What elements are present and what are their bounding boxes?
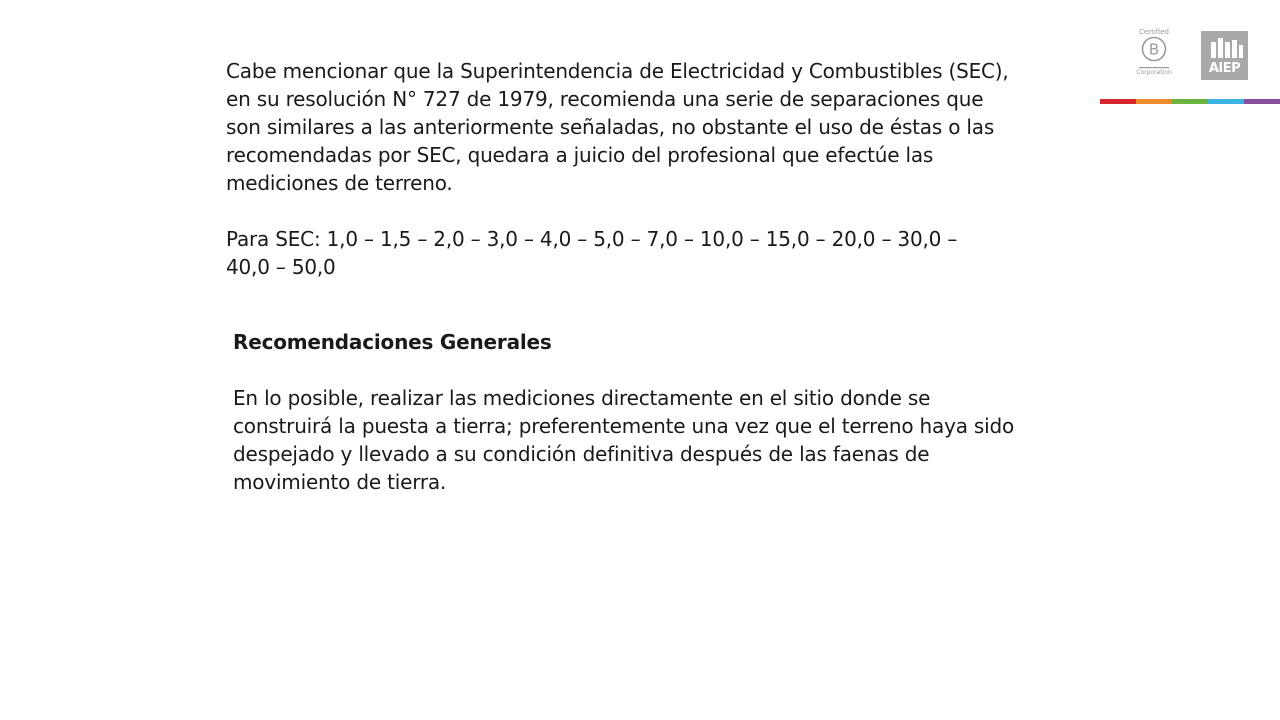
color-bar-purple xyxy=(1244,99,1280,104)
separations-line: 40,0 – 50,0 xyxy=(226,255,336,279)
b-corp-logo-icon xyxy=(1133,28,1175,80)
color-bar-green xyxy=(1172,99,1208,104)
brand-color-bar xyxy=(1100,99,1280,104)
separations-line: Para SEC: 1,0 – 1,5 – 2,0 – 3,0 – 4,0 – 5,0 – 7,0 – 10,0 – 15,0 – 20,0 – 30,0 – xyxy=(226,227,958,251)
paragraph-line: En lo posible, realizar las mediciones directamente en el sitio donde se xyxy=(233,386,931,410)
color-bar-orange xyxy=(1136,99,1172,104)
paragraph-line: recomendadas por SEC, quedara a juicio del profesional que efectúe las xyxy=(226,143,934,167)
aiep-logo xyxy=(1201,31,1248,80)
paragraph-line: en su resolución N° 727 de 1979, recomienda una serie de separaciones que xyxy=(226,87,984,111)
paragraph-line: mediciones de terreno. xyxy=(226,171,453,195)
paragraph-line: son similares a las anteriormente señaladas, no obstante el uso de éstas o las xyxy=(226,115,995,139)
spacer xyxy=(233,356,1083,384)
b-corp-bottom-text: Corporation xyxy=(1136,69,1172,76)
section-title: Recomendaciones Generales xyxy=(233,330,552,354)
sec-text-block xyxy=(226,57,1076,281)
paragraph-line: construirá la puesta a tierra; preferentemente una vez que el terreno haya sido xyxy=(233,414,1015,438)
recommendations-block xyxy=(233,328,1083,496)
spacer xyxy=(226,197,1076,225)
color-bar-red xyxy=(1100,99,1136,104)
aiep-logo-text: AIEP xyxy=(1208,61,1241,76)
b-corp-top-text: Certified xyxy=(1139,28,1169,36)
b-corp-letter: B xyxy=(1148,40,1160,59)
color-bar-blue xyxy=(1208,99,1244,104)
aiep-building-logo-icon xyxy=(1201,33,1248,63)
b-corp-circle-icon xyxy=(1141,36,1167,62)
paragraph-line: movimiento de tierra. xyxy=(233,470,447,494)
paragraph-line: despejado y llevado a su condición definitiva después de las faenas de xyxy=(233,442,930,466)
paragraph-line: Cabe mencionar que la Superintendencia de Electricidad y Combustibles (SEC), xyxy=(226,59,1009,83)
